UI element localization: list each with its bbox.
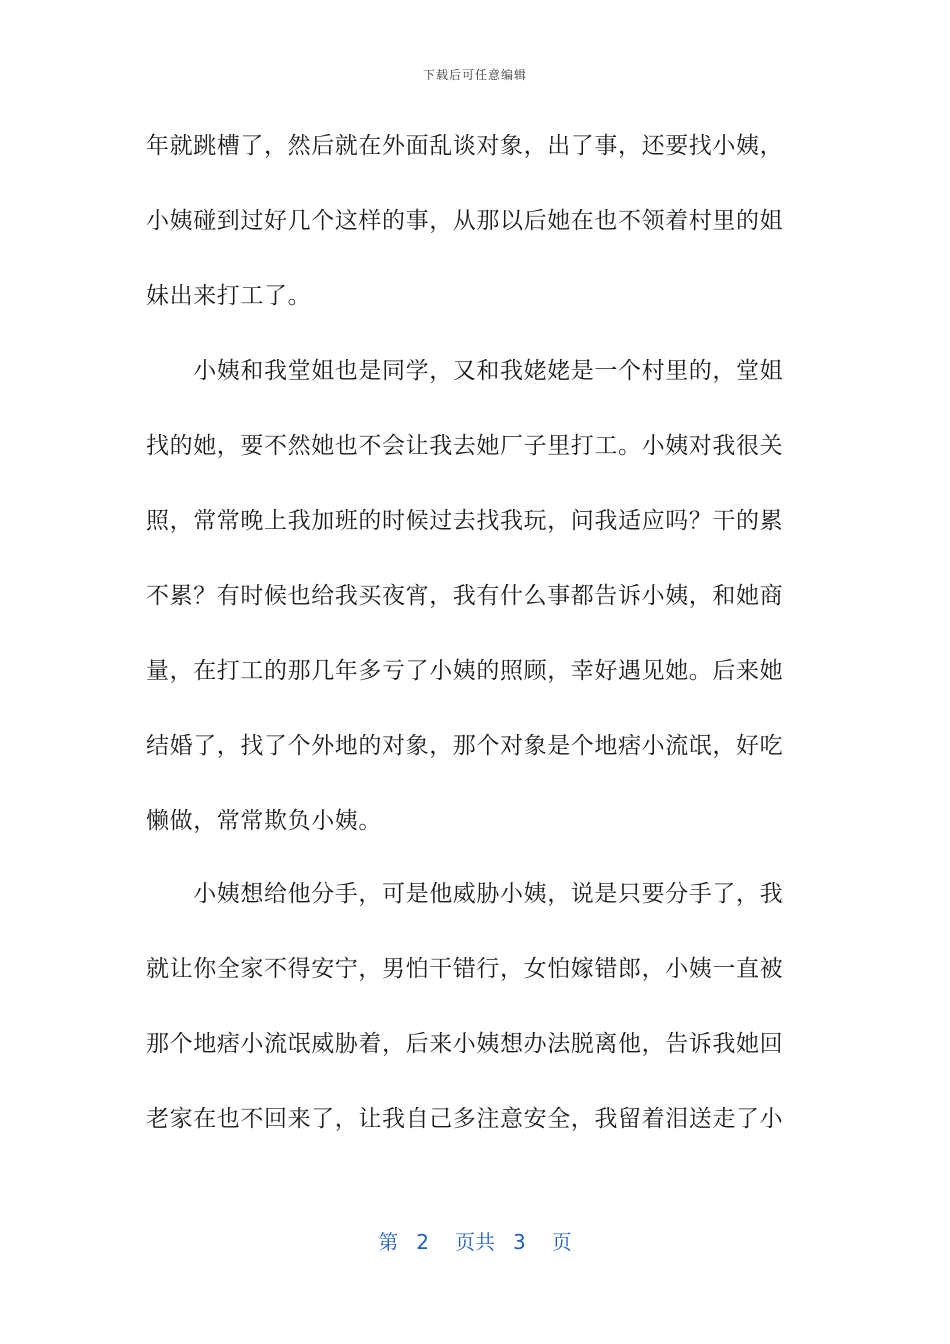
text-line: 量，在打工的那几年多亏了小姨的照顾，幸好遇见她。后来她 xyxy=(146,658,784,684)
text-line: 小姨想给他分手，可是他威胁小姨，说是只要分手了，我 xyxy=(146,881,784,907)
page-footer xyxy=(0,1226,950,1255)
page-number: 2 xyxy=(416,1230,429,1254)
text-line: 那个地痞小流氓威胁着，后来小姨想办法脱离他，告诉我她回 xyxy=(146,1031,784,1057)
text-line: 照，常常晚上我加班的时候过去找我玩，问我适应吗？干的累 xyxy=(146,508,784,534)
text-line: 小姨和我堂姐也是同学，又和我姥姥是一个村里的，堂姐 xyxy=(146,358,784,384)
text-line: 年就跳槽了，然后就在外面乱谈对象，出了事，还要找小姨， xyxy=(146,133,784,159)
page-label-suffix: 页 xyxy=(551,1230,572,1254)
page-label-prefix: 第 xyxy=(378,1230,399,1254)
text-line: 小姨碰到过好几个这样的事，从那以后她在也不领着村里的姐 xyxy=(146,208,784,234)
text-line: 找的她，要不然她也不会让我去她厂子里打工。小姨对我很关 xyxy=(146,433,784,459)
page-label-mid: 页共 xyxy=(455,1230,495,1254)
text-line: 老家在也不回来了，让我自己多注意安全，我留着泪送走了小 xyxy=(146,1106,784,1132)
text-line: 妹出来打工了。 xyxy=(146,283,312,309)
text-line: 结婚了，找了个外地的对象，那个对象是个地痞小流氓，好吃 xyxy=(146,733,784,759)
page-header: 下载后可任意编辑 xyxy=(422,68,527,82)
total-pages: 3 xyxy=(513,1230,526,1254)
text-line: 就让你全家不得安宁，男怕干错行，女怕嫁错郎，小姨一直被 xyxy=(146,956,784,982)
text-line: 懒做，常常欺负小姨。 xyxy=(146,808,382,834)
text-line: 不累？有时候也给我买夜宵，我有什么事都告诉小姨，和她商 xyxy=(146,583,784,609)
